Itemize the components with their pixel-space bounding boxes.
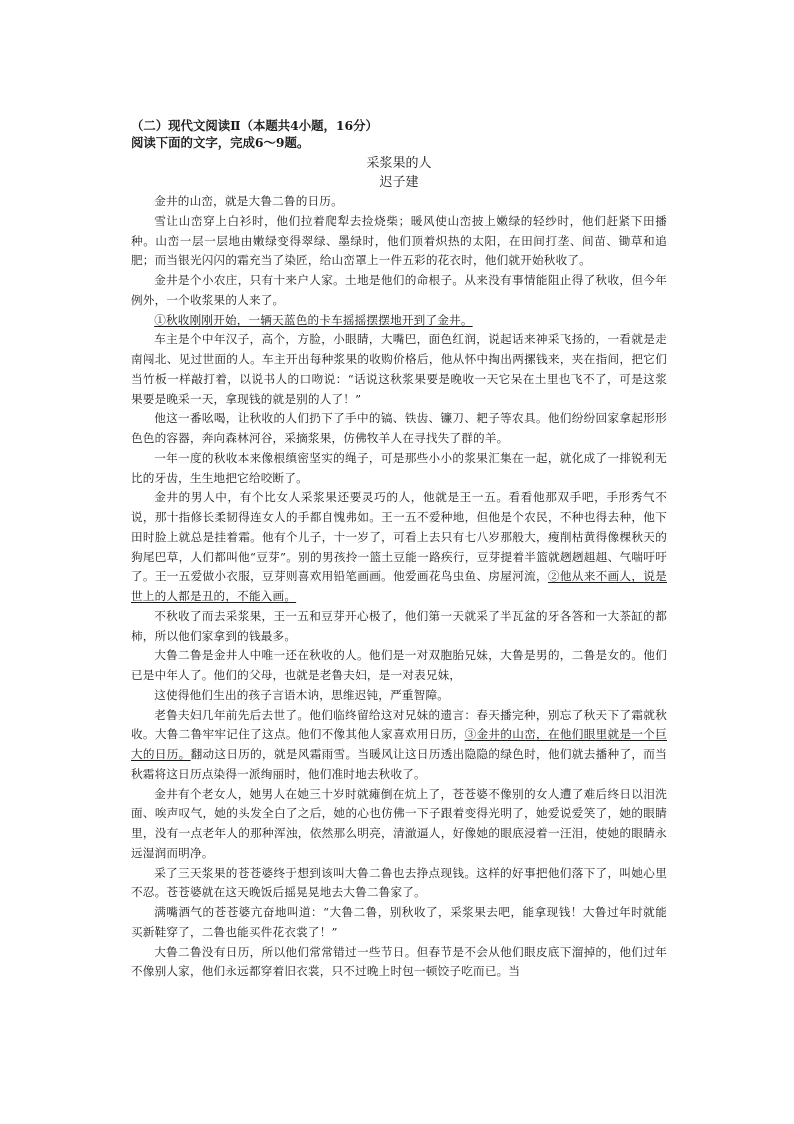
paragraph [131, 449, 667, 489]
paragraph [131, 785, 667, 864]
paragraph-text: 金井的山峦，就是大鲁二鲁的日历。 [154, 194, 343, 208]
paragraph-text: 不秋收了而去采浆果，王一五和豆芽开心极了，他们第一天就采了半瓦盆的牙各答和一大茶缸的都柿，所以他们家拿到的钱最多。 [131, 608, 667, 643]
article-body [131, 192, 667, 982]
article-author: 迟子建 [379, 175, 419, 190]
paragraph [131, 943, 667, 983]
paragraph [131, 488, 667, 607]
paragraph-text: 金井是个小农庄，只有十来户人家。土地是他们的命根子。从来没有事情能阻止得了秋收，但今年例外，一个收浆果的人来了。 [131, 273, 667, 307]
instruction: 阅读下面的文字，完成6～9题。 [131, 135, 310, 150]
paragraph-text: 车主是个中年汉子，高个，方脸，小眼睛，大嘴巴，面色红润，说起话来神采飞扬的，一看就是走南闯北、见过世面的人。车主开出每种浆果的收购价格后，他从怀中掏出两摞钱来，夹在指间，把它们当竹板一样敲打着，以说书人的口吻说：“话说这秋浆果要是晚收一天它呆在土里也飞不了，可是这浆果要是晚采一天，拿现钱的就是别的人了！” [131, 332, 667, 406]
paragraph [131, 311, 667, 331]
article-title: 采浆果的人 [366, 156, 432, 171]
paragraph-text: 老鲁夫妇几年前先后去世了。他们临终留给这对兄妹的遗言：春天播完种，别忘了秋天下了霜就秋收。大鲁二鲁牢牢记住了这点。他们不像其他人家喜欢用日历， [131, 707, 667, 742]
paragraph [131, 212, 667, 271]
paragraph-text: 金井的男人中，有个比女人采浆果还要灵巧的人，他就是王一五。看看他那双手吧，手形秀气不说，那十指修长柔韧得连女人的手都自愧弗如。王一五不爱种地，但他是个农民，不种也得去种，他下田时脸上就总是挂着霜。他有个儿子，十一岁了，可看上去只有七八岁那般大，瘦削枯黄得像棵秋天的狗尾巴草，人们都叫他“豆芽”。别的男孩拎一篮土豆能一路疾行，豆芽提着半篮就趔趔趄趄、气喘吁吁了。王一五爱做小衣服，豆芽则喜欢用铅笔画画。他爱画花鸟虫鱼、房屋河流， [131, 490, 667, 584]
paragraph [131, 646, 667, 686]
section-heading: （二）现代文阅读Ⅱ（本题共4小题，16分） [131, 118, 378, 133]
paragraph [131, 903, 667, 943]
underlined-sentence: ②他从来不画人，说是世上的人都是丑的，不能入画。 [131, 569, 667, 603]
underlined-sentence: ③金井的山峦，在他们眼里就是一个巨大的日历。 [131, 727, 667, 761]
underlined-sentence: ①秋收刚刚开始，一辆天蓝色的卡车摇摇摆摆地开到了金井。 [154, 312, 473, 327]
paragraph-text: 大鲁二鲁没有日历，所以他们常常错过一些节日。但春节是不会从他们眼皮底下溜掉的，他们过年不像别人家，他们永远都穿着旧衣裳，只不过晚上时包一顿饺子吃而已。当 [131, 944, 667, 979]
paragraph [131, 192, 667, 212]
paragraph [131, 706, 667, 785]
paragraph [131, 686, 667, 706]
paragraph-text: 翻动这日历的，就是风霜雨雪。当暖风让这日历透出隐隐的绿色时，他们就去播种了，而当秋霜将这日历点染得一派绚丽时，他们准时地去秋收了。 [131, 747, 667, 781]
paragraph-text: 金井有个老女人，她男人在她三十岁时就瘫倒在炕上了，苍苍婆不像别的女人遭了难后终日以泪洗面、唉声叹气，她的头发全白了之后，她的心也仿佛一下子跟着变得光明了，她爱说爱笑了，她的眼睛里，没有一点老年人的那种浑浊，依然那么明亮，清澈逼人，好像她的眼底浸着一汪泪，使她的眼睛永远湿润而明净。 [131, 786, 667, 860]
paragraph [131, 864, 667, 904]
paragraph-text: 采了三天浆果的苍苍婆终于想到该叫大鲁二鲁也去挣点现钱。这样的好事把他们落下了，叫她心里不忍。苍苍婆就在这天晚饭后摇晃晃地去大鲁二鲁家了。 [131, 865, 667, 900]
paragraph [131, 271, 667, 311]
paragraph [131, 330, 667, 409]
page-content [131, 117, 667, 982]
paragraph-text: 他这一番吆喝，让秋收的人们扔下了手中的镐、铁齿、镰刀、耙子等农具。他们纷纷回家拿起形形色色的容器，奔向森林河谷，采摘浆果，仿佛牧羊人在寻找失了群的羊。 [131, 411, 667, 445]
paragraph-text: 满嘴酒气的苍苍婆亢奋地叫道：“大鲁二鲁，别秋收了，采浆果去吧，能拿现钱！大鲁过年时就能买新鞋穿了，二鲁也能买件花衣裳了！” [131, 905, 667, 939]
paragraph [131, 607, 667, 647]
paragraph [131, 409, 667, 449]
paragraph-text: 这使得他们生出的孩子言语木讷，思维迟钝，严重智障。 [154, 687, 450, 702]
paragraph-text: 雪让山峦穿上白衫时，他们拉着爬犁去捡烧柴；暖风使山峦披上嫩绿的轻纱时，他们赶紧下田播种。山峦一层一层地由嫩绿变得翠绿、墨绿时，他们顶着炽热的太阳，在田间打垄、间苗、锄草和追肥；而当银光闪闪的霜充当了染匠，给山峦罩上一件五彩的花衣时，他们就开始秋收了。 [131, 213, 667, 268]
paragraph-text: 一年一度的秋收本来像根缜密坚实的绳子，可是那些小小的浆果汇集在一起，就化成了一排锐利无比的牙齿，生生地把它给咬断了。 [131, 450, 667, 485]
paragraph-text: 大鲁二鲁是金井人中唯一还在秋收的人。他们是一对双胞胎兄妹，大鲁是男的，二鲁是女的。他们已是中年人了。他们的父母，也就是老鲁夫妇，是一对表兄妹， [131, 648, 667, 682]
